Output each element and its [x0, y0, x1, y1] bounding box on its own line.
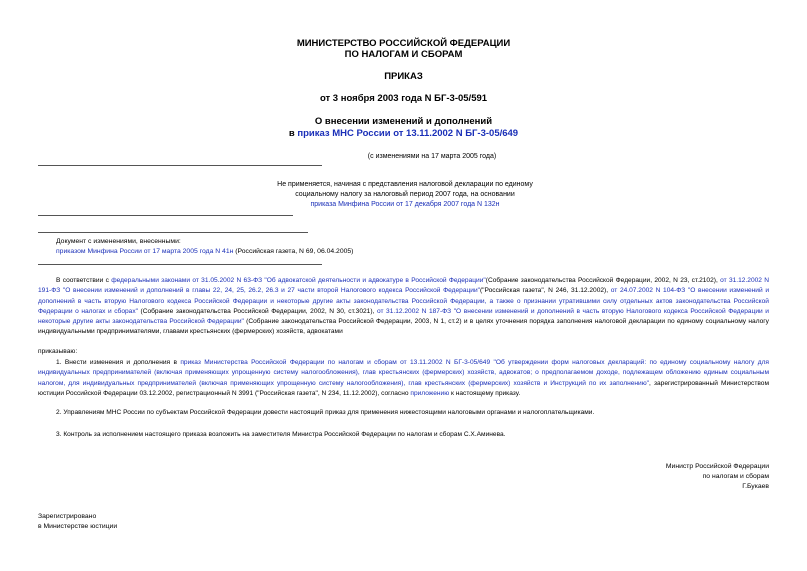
title-prefix: в: [288, 128, 298, 139]
divider-4: [38, 264, 322, 265]
p1-text-e: (Собрание законодательства Российской Федерации, 2003, N 1, ст.2) и в целях уточнения порядка заполнения налоговой декларации по единому социальному налогу индивидуальными предпринимателями, главами крестьянских (фермерских) хозяйств, адвокатами: [38, 318, 769, 336]
divider-2: [38, 215, 293, 216]
paragraph-item-1: [38, 358, 769, 399]
signature-block: [666, 462, 769, 493]
p2-link-1[interactable]: приказ Министерства Российской Федерации по налогам и сборам от 13.11.2002 N БГ-3-05/649 "Об утверждении форм налоговых деклараций: по единому социальному налогу для индивидуальных предпринимателей (включая применяющих упрощенную систему налогообложения), глав крестьянских (фермерских) хозяйств, адвокатов; о предполагаемом доходе, подлежащем обложению единым социальным налогом, для индивидуальных предпринимателей (включая применяющих упрощенную систему налогообложения), глав крестьянских (фермерских) хозяйств и Инструкций по их заполнению": [38, 359, 770, 387]
p2-text-c: к настоящему приказу.: [449, 389, 521, 397]
title-order-link[interactable]: приказ МНС России от 13.11.2002 N БГ-3-05/649: [297, 128, 519, 139]
changes-intro: Документ с изменениями, внесенными:: [56, 238, 181, 245]
paragraph-item-2: [38, 408, 769, 418]
notice-link[interactable]: приказа Минфина России от 17 декабря 2007 года N 132н: [310, 201, 500, 208]
document-title-line-1: О внесении изменений и дополнений: [314, 116, 493, 127]
notice-line-1: Не применяется, начиная с представления налоговой декларации по единому: [277, 181, 533, 188]
divider-1: [38, 165, 322, 166]
p1-text-b: (Собрание законодательства Российской Федерации, 2002, N 23, ст.2102),: [485, 277, 721, 284]
signature-name: Г.Букаев: [742, 483, 769, 491]
p4-text: 3. Контроль за исполнением настоящего приказа возложить на заместителя Министра Российской Федерации по налогам и сборам С.Х.Аминева.: [56, 431, 506, 438]
document-type: ПРИКАЗ: [384, 71, 423, 82]
document-title-line-2: [0, 128, 807, 139]
signature-line-2: по налогам и сборам: [702, 473, 769, 481]
divider-3: [38, 232, 308, 233]
p3-text: 2. Управлениям МНС России по субъектам Российской Федерации довести настоящий приказ для применения нижестоящими налоговыми органами и налогоплательщиками.: [56, 409, 595, 416]
p2-link-2[interactable]: приложению: [410, 389, 450, 397]
p1-link-4[interactable]: от 31.12.2002 N 187-ФЗ "О внесении изменений и дополнений в часть вторую Налогового кодекса Российской Федерации и некоторые другие акты законодательства Российской Федерации": [38, 307, 769, 326]
p2-text-a: 1. Внести изменения и дополнения в: [56, 359, 181, 366]
p1-text-d: (Собрание законодательства Российской Федерации, 2002, N 30, ст.3021),: [137, 307, 377, 315]
signature-line-1: Министр Российской Федерации: [665, 463, 769, 470]
notice-block: [240, 180, 570, 210]
p2-text-b: , зарегистрированный Министерством юстиции Российской Федерации 03.12.2002, регистрационный N 3991 ("Российская газета", N 234, 11.12.2002), согласно: [38, 379, 770, 397]
registration-line-2: в Министерстве юстиции: [38, 523, 118, 531]
amended-note: (с изменениями на 17 марта 2005 года): [367, 153, 497, 160]
changes-source: (Российская газета, N 69, 06.04.2005): [233, 248, 354, 256]
p1-link-1[interactable]: федеральными законами от 31.05.2002 N 63-ФЗ "Об адвокатской деятельности и адвокатуре в Российской Федерации": [111, 277, 486, 284]
order-word: приказываю:: [38, 348, 78, 355]
changes-link[interactable]: приказом Минфина России от 17 марта 2005 года N 41н: [56, 248, 234, 256]
ministry-line-1: МИНИСТЕРСТВО РОССИЙСКОЙ ФЕДЕРАЦИИ: [296, 38, 511, 49]
paragraph-preamble: [38, 276, 769, 338]
notice-line-2: социальному налогу за налоговый период 2007 года, на основании: [295, 191, 515, 198]
document-date: от 3 ноября 2003 года N БГ-3-05/591: [319, 93, 488, 104]
p1-text-c: ("Российская газета", N 246, 31.12.2002),: [479, 287, 611, 295]
paragraph-item-3: [38, 430, 769, 440]
changes-block: [56, 237, 353, 257]
p1-text-a: В соответствии с: [56, 277, 112, 284]
registration-block: [38, 512, 117, 532]
ministry-line-2: ПО НАЛОГАМ И СБОРАМ: [344, 49, 463, 60]
p1-link-3[interactable]: от 24.07.2002 N 104-ФЗ "О внесении изменений и дополнений в часть вторую Налогового кодекса Российской Федерации и некоторые другие акты законодательства Российской Федерации, а также о признании утратившими силу отдельных актов законодательства Российской Федерации о налогах и сборах": [38, 287, 769, 315]
registration-line-1: Зарегистрировано: [38, 513, 97, 520]
p1-link-2[interactable]: от 31.12.2002 N 191-ФЗ "О внесении изменений и дополнений в главы 22, 24, 25, 26.2, 26.3 и 27 части второй Налогового кодекса Российской Федерации": [38, 277, 770, 295]
